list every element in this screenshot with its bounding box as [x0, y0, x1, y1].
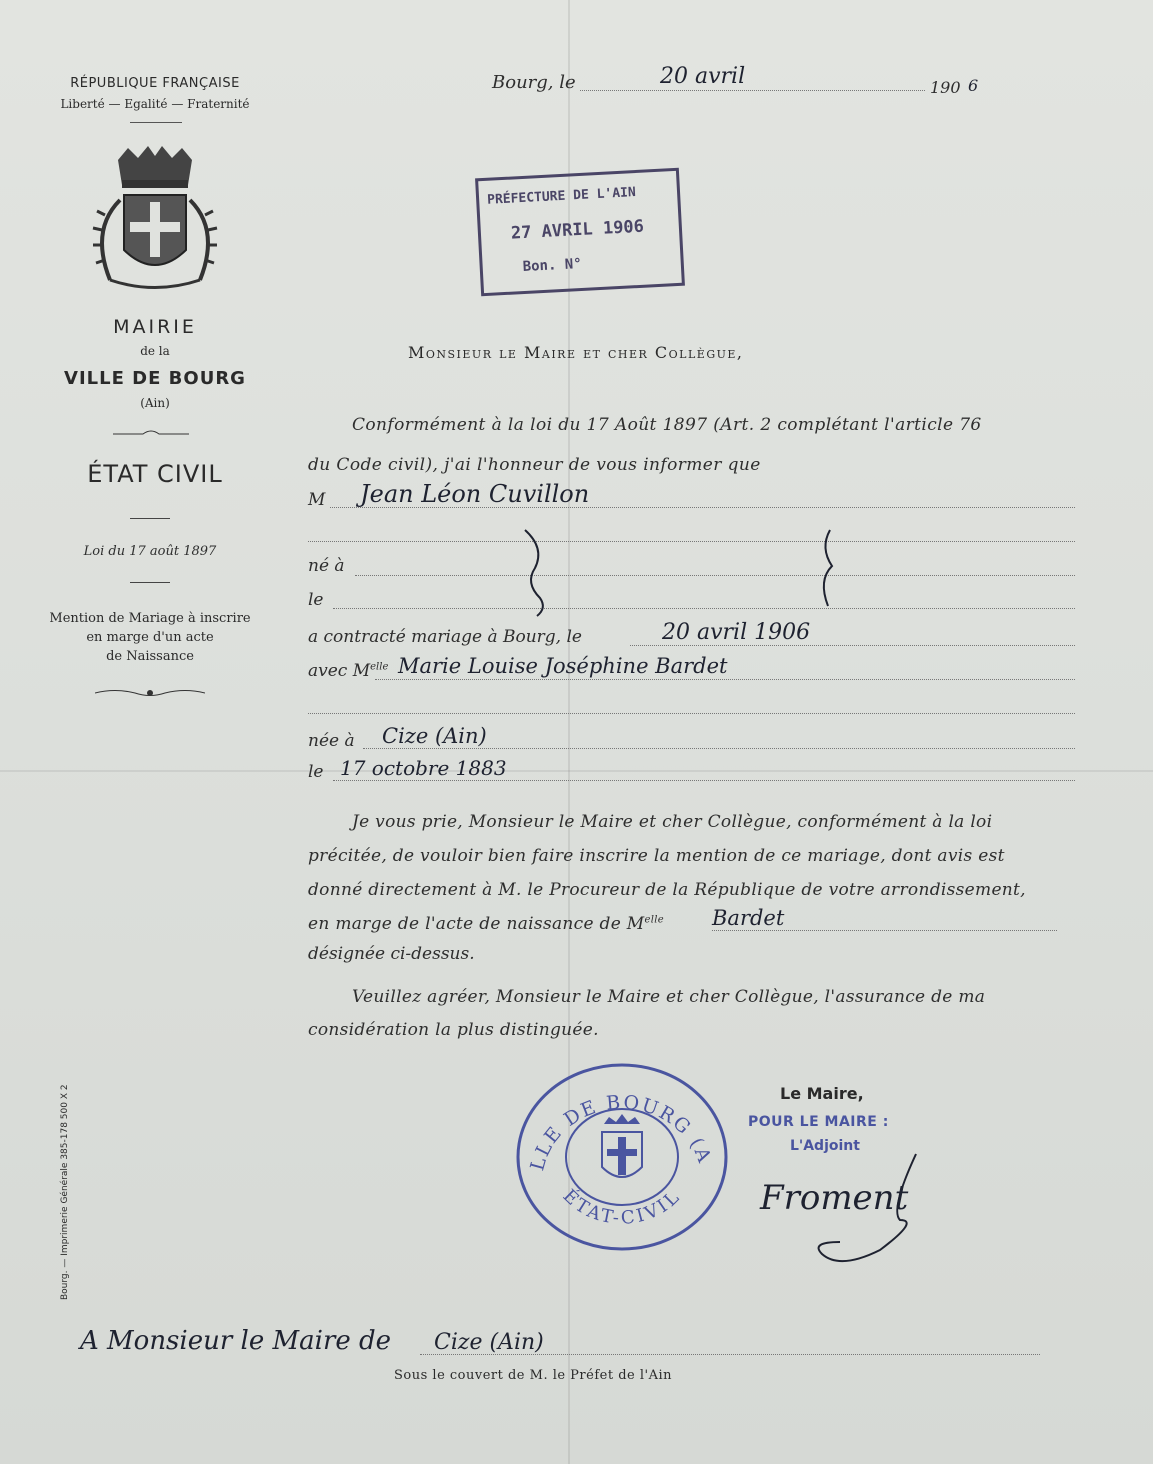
pour-le-maire-stamp: POUR LE MAIRE : [748, 1114, 889, 1130]
body-line-5: désignée ci-dessus. [308, 944, 475, 964]
body-line-2: précitée, de vouloir bien faire inscrire la mention de ce mariage, dont avis est [308, 846, 1005, 866]
m-label: M [308, 490, 326, 510]
body-line-4-sup: elle [644, 914, 664, 926]
stamp-line-3: Bon. N° [522, 255, 583, 276]
brace-mark [515, 528, 555, 618]
avec-sup: elle [370, 661, 389, 673]
loi-reference: Loi du 17 août 1897 [83, 544, 217, 559]
le-line [333, 608, 1075, 609]
blank-line [308, 713, 1075, 714]
coat-of-arms-icon [80, 140, 230, 305]
mairie-seal [514, 1062, 730, 1252]
le-label: le [308, 590, 324, 610]
ville-heading: VILLE DE BOURG [64, 368, 246, 389]
date-prefix: Bourg, le [492, 72, 576, 93]
printer-mark: Bourg. — Imprimerie Générale 385-178 500 X 2 [60, 1084, 70, 1300]
address-note: Sous le couvert de M. le Préfet de l'Ain [394, 1368, 673, 1383]
prefecture-stamp [475, 168, 685, 297]
svg-text:VILLE DE BOURG (Ain) [514, 1062, 716, 1173]
salutation: Monsieur le Maire et cher Collègue, [408, 343, 744, 362]
stamp-line-2: 27 AVRIL 1906 [510, 216, 645, 244]
nee-le-line [333, 780, 1075, 781]
address-value: Cize (Ain) [434, 1330, 544, 1355]
etat-civil-heading: ÉTAT CIVIL [87, 460, 223, 488]
nee-a-value: Cize (Ain) [382, 724, 487, 748]
seal-top-text: LLE DE BOURG (A [526, 1091, 716, 1174]
date-year-suffix: 6 [968, 76, 979, 95]
blank-line [308, 541, 1075, 542]
body-line-4 [308, 914, 664, 934]
intro-line-1: Conformément à la loi du 17 Août 1897 (Art. 2 complétant l'article 76 [352, 415, 982, 435]
objet-line-2: en marge d'un acte [86, 630, 214, 645]
departement: (Ain) [140, 396, 170, 410]
divider [130, 122, 182, 123]
brace-mark [810, 528, 840, 608]
intro-line-2: du Code civil), j'ai l'honneur de vous informer que [308, 455, 761, 475]
mariage-label: a contracté mariage à Bourg, le [308, 627, 582, 647]
nee-a-label: née à [308, 731, 355, 751]
objet-line-1: Mention de Mariage à inscrire [49, 611, 251, 626]
divider [130, 518, 170, 519]
signature-flourish [740, 1150, 930, 1270]
mairie-heading: MAIRIE [113, 316, 197, 338]
date-day-month: 20 avril [660, 64, 746, 89]
nee-a-line [363, 748, 1075, 749]
ornament-divider [95, 685, 205, 699]
date-year-prefix: 190 [930, 78, 961, 97]
avec-name: Marie Louise Joséphine Bardet [398, 654, 728, 678]
nee-le-value: 17 octobre 1883 [340, 756, 507, 780]
seal-bottom-text: ÉTAT-CIVIL [558, 1185, 686, 1230]
body-line-4-rule [712, 930, 1057, 931]
address-label: A Monsieur le Maire de [80, 1326, 392, 1356]
mariage-date: 20 avril 1906 [662, 620, 811, 645]
mariage-line [630, 645, 1075, 646]
republique-heading: RÉPUBLIQUE FRANÇAISE [70, 76, 240, 91]
devise: Liberté — Egalité — Fraternité [60, 97, 250, 111]
ne-a-label: né à [308, 556, 345, 576]
ornament-divider [113, 425, 189, 437]
svg-text:ÉTAT-CIVIL [559, 1184, 686, 1229]
date-line [580, 90, 925, 91]
body-line-1: Je vous prie, Monsieur le Maire et cher Collègue, conformément à la loi [352, 812, 993, 832]
closing-line-1: Veuillez agréer, Monsieur le Maire et cher Collègue, l'assurance de ma [352, 987, 986, 1007]
body-line-3: donné directement à M. le Procureur de la République de votre arrondissement, [308, 880, 1026, 900]
objet-line-3: de Naissance [106, 649, 194, 664]
avec-line [375, 679, 1075, 680]
le-maire-label: Le Maire, [780, 1084, 864, 1103]
closing-line-2: considération la plus distinguée. [308, 1020, 599, 1040]
divider [130, 582, 170, 583]
adjoint-stamp: L'Adjoint [790, 1138, 860, 1154]
avec-label-text: avec M [308, 661, 371, 681]
nee-le-label: le [308, 762, 324, 782]
fold-line-horizontal [0, 770, 1153, 772]
m-name: Jean Léon Cuvillon [360, 480, 590, 508]
ne-a-line [355, 575, 1075, 576]
signature-name: Froment [760, 1178, 909, 1218]
body-line-4-name: Bardet [712, 906, 785, 930]
body-line-4-prefix: en marge de l'acte de naissance de M [308, 914, 645, 934]
stamp-line-1: PRÉFECTURE DE L'AIN [486, 185, 637, 208]
de-la: de la [140, 344, 170, 358]
avec-label [308, 661, 388, 681]
